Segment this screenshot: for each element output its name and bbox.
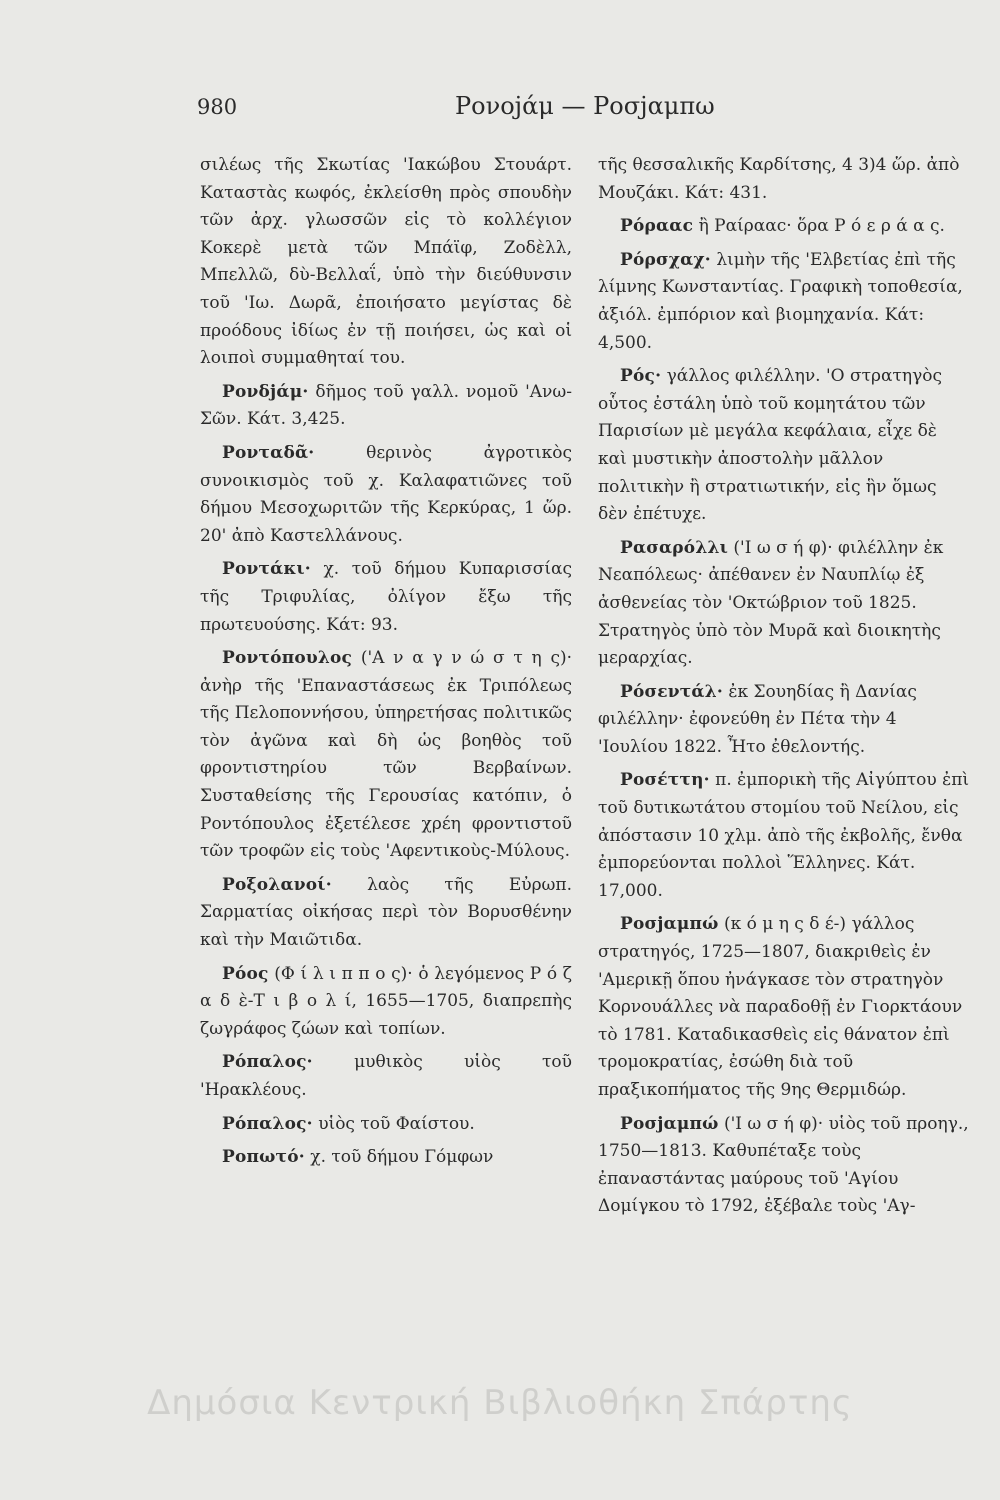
entry — [200, 556, 572, 639]
right-column — [598, 152, 970, 1227]
headword: Ροξολανοί· — [222, 874, 332, 895]
headword: Ρόσεντάλ· — [620, 681, 723, 702]
headword: Ροσjαμπώ — [620, 914, 719, 935]
entry-text: υἱὸς τοῦ Φαίστου. — [318, 1113, 475, 1134]
entry-text: λαὸς τῆς Εὐρωπ. Σαρματίας οἰκήσας περὶ τὸν Βορυσθένην καὶ τὴν Μαιῶτιδα. — [200, 874, 572, 951]
entry-text: θερινὸς ἀγροτικὸς συνοικισμὸς τοῦ χ. Καλαφατιῶνες τοῦ δήμου Μεσοχωριτῶν τῆς Κερκύρας, 1 ὥρ. 20' ἀπὸ Καστελλάνους. — [200, 442, 572, 546]
entry — [598, 363, 970, 529]
entry — [200, 152, 572, 373]
entry — [200, 1111, 572, 1139]
entry — [200, 379, 572, 434]
entry — [598, 152, 970, 207]
entry-text: ('Ι ω σ ή φ)· φιλέλλην ἐκ Νεαπόλεως· ἀπέθανεν ἐν Ναυπλίῳ ἐξ ἀσθενείας τὸν 'Οκτώβριον τοῦ 1825. Στρατηγὸς ὑπὸ τὸν Μυρᾶ καὶ διοικητὴς μεραρχίας. — [598, 537, 944, 669]
entry-text: χ. τοῦ δήμου Γόμφων — [310, 1147, 494, 1168]
entry-text: γάλλος φιλέλλην. 'Ο στρατηγὸς οὗτος ἐστάλη ὑπὸ τοῦ κομητάτου τῶν Παρισίων μὲ μεγάλα κεφάλαια, εἶχε δὲ καὶ μυστικὴν ἀποστολὴν μᾶλλον πολιτικὴν ἢ στρατιωτικήν, εἰς ἣν ὅμως δὲν ἐπέτυχε. — [598, 366, 942, 525]
entry — [598, 679, 970, 762]
entry-text: (κ ό μ η ς δ έ-) γάλλος στρατηγός, 1725—1807, διακριθεὶς ἐν 'Αμερικῇ ὅπου ἠνάγκασε τὸν στρατηγὸν Κορνουάλλες νὰ παραδοθῇ ἐν Γιορκτάουν τὸ 1781. Καταδικασθεὶς εἰς θάνατον ἐπὶ τρομοκρατίας, ἐσώθη διὰ τοῦ πραξικοπήματος τῆς 9ης Θερμιδώρ. — [598, 914, 963, 1100]
headword: Ρόπαλος· — [222, 1052, 313, 1073]
headword: Ροντόπουλος — [222, 648, 353, 669]
entry — [598, 213, 970, 241]
entry — [200, 645, 572, 866]
entry-text: ἐκ Σουηδίας ἢ Δανίας φιλέλλην· ἐφονεύθη ἐν Πέτα τὴν 4 'Ιουλίου 1822. Ἦτο ἐθελοντής. — [598, 681, 917, 757]
entry-text: δῆμος τοῦ γαλλ. νομοῦ 'Ανω-Σῶν. Κάτ. 3,425. — [200, 381, 572, 430]
entry-text: ('Α ν α γ ν ώ σ τ η ς)· ἀνὴρ τῆς 'Επαναστάσεως ἐκ Τριπόλεως τῆς Πελοποννήσου, ὑπηρετήσας πολιτικῶς τὸν ἀγῶνα καὶ δὴ ὡς βοηθὸς τοῦ φροντιστηρίου τῶν Βερβαίνων. Συσταθείσης τῆς Γερουσίας κατόπιν, ὁ Ροντόπουλος ἐξετέλεσε χρέη φροντιστοῦ τῶν τροφῶν εἰς τοὺς 'Αφεντικοὺς-Μύλους. — [200, 648, 573, 862]
headword: Ρονταδᾶ· — [222, 442, 315, 463]
entry-text: ('Ι ω σ ή φ)· υἱὸς τοῦ προηγ., 1750—1813. Καθυπέταξε τοὺς ἐπαναστάντας μαύρους τοῦ 'Αγίου Δομίγκου τὸ 1792, ἐξέβαλε τοὺς 'Αγ- — [598, 1113, 969, 1217]
entry — [598, 247, 970, 357]
entry-text: μυθικὸς υἱὸς τοῦ 'Ηρακλέους. — [200, 1052, 573, 1100]
entry — [598, 911, 970, 1104]
left-column — [200, 152, 572, 1178]
entry-text: τῆς θεσσαλικῆς Καρδίτσης, 4 3)4 ὥρ. ἀπὸ Μουζάκι. Κάτ: 431. — [598, 155, 960, 203]
library-watermark: Δημόσια Κεντρική Βιβλιοθήκη Σπάρτης — [147, 1383, 853, 1423]
running-head: Ρονοjάμ — Ροσjαμπω — [455, 92, 715, 120]
entry — [200, 1144, 572, 1172]
entry — [598, 1111, 970, 1221]
headword: Ροντάκι· — [222, 559, 311, 580]
entry — [200, 961, 572, 1044]
entry — [598, 767, 970, 905]
headword: Ροπωτό· — [222, 1147, 305, 1168]
headword: Ρονδjάμ· — [222, 381, 309, 402]
headword: Ροσjαμπώ — [620, 1113, 719, 1134]
headword: Ρόος — [222, 963, 269, 984]
entry — [200, 440, 572, 550]
entry-text: (Φ ί λ ι π π ο ς)· ὁ λεγόμενος Ρ ό ζ α δ ὲ-Τ ι β ο λ ί, 1655—1705, διαπρεπὴς ζωγράφος ζώων καὶ τοπίων. — [200, 963, 572, 1039]
entry-text: χ. τοῦ δήμου Κυπαρισσίας τῆς Τριφυλίας, ὀλίγον ἔξω τῆς πρωτευούσης. Κάτ: 93. — [200, 559, 572, 635]
entry-text: ἢ Ραίρααc· ὅρα Ρ ό ε ρ ά α ς. — [698, 216, 945, 237]
headword: Ροσέττη· — [620, 770, 710, 791]
headword: Ρασαρόλλι — [620, 537, 728, 558]
page-number: 980 — [197, 95, 238, 119]
headword: Ρόπαλος· — [222, 1113, 313, 1134]
entry-text: π. ἐμπορικὴ τῆς Αἰγύπτου ἐπὶ τοῦ δυτικωτάτου στομίου τοῦ Νείλου, εἰς ἀπόστασιν 10 χλμ. ἀπὸ τῆς ἐκβολῆς, ἔνθα ἐμπορεύονται πολλοὶ Ἕλληνες. Κάτ. 17,000. — [598, 770, 970, 901]
entry — [200, 872, 572, 955]
entry-text: σιλέως τῆς Σκωτίας 'Ιακώβου Στουάρτ. Καταστὰς κωφός, ἐκλείσθη πρὸς σπουδὴν τῶν ἀρχ. γλωσσῶν εἰς τὸ κολλέγιον Κοκερὲ μετὰ τῶν Μπάϊφ, Ζοδὲλλ, Μπελλῶ, δὺ-Βελλαΐ, ὑπὸ τὴν διεύθυνσιν τοῦ 'Ιω. Δωρᾶ, ἐποιήσατο μεγίστας δὲ προόδους ἰδίως ἐν τῇ ποιήσει, ὡς καὶ οἱ λοιποὶ συμμαθηταί του. — [200, 155, 572, 369]
entry — [598, 535, 970, 673]
headword: Ρόρσχαχ· — [620, 249, 711, 270]
headword: Ρός· — [620, 366, 662, 387]
headword: Ρόρααc — [620, 216, 694, 237]
entry-text: λιμὴν τῆς 'Ελβετίας ἐπὶ τῆς λίμνης Κωνσταντίας. Γραφικὴ τοποθεσία, ἀξιόλ. ἐμπόριον καὶ βιομηχανία. Κάτ: 4,500. — [598, 249, 963, 353]
entry — [200, 1049, 572, 1104]
